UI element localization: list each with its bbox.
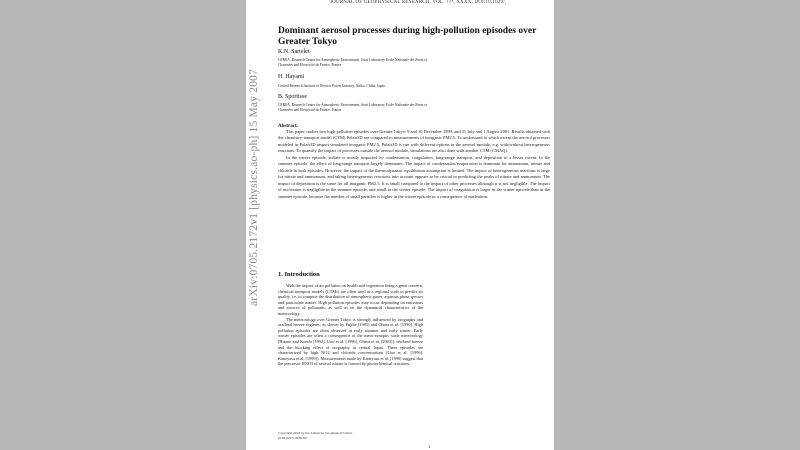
section-heading: 1. Introduction [278,271,320,278]
abstract-paragraph: This paper studies two high-pollution episodes over Greater Tokyo: 9 and 10 December 1999, and 31 July and 1 August 2001. Results obtained with the chemistry-transport model (CTM) Polair3D are compared to measurements of inorganic PM2.5. To understand to which extent the aerosol processes modeled in Polair3D impact simulated inorganic PM2.5, Polair3D is run with different options in the aerosol module, e.g. with/without heterogeneous reactions. To quantify the impact of processes outside the aerosol module, simulations are also done with another CTM (CMAQ). [278,129,550,154]
affiliation-line: Chaussées and Electricité de France, France [278,108,342,112]
affiliation-line: CEREA, Research Center for Atmospheric Environment, Joint Laboratory Ecole Nationale des Ponts et [278,58,427,62]
affiliation-line: Chaussées and Electricité de France, France [278,63,342,67]
title-line-1: Dominant aerosol processes during high-pollution episodes over [278,26,537,36]
affiliation-line: Central Research Institute of Electric Power Industry, Abiko, Chiba, Japan [278,84,385,88]
introduction-body [278,283,423,367]
author-affiliation [278,58,548,68]
abstract-label: Abstract. [278,124,298,129]
author-affiliation [278,84,548,89]
copyright-line: 0148-0227/18/$9.00 [278,435,307,440]
copyright-line: Copyright 2018 by the American Geophysical Union. [278,431,353,435]
author-name: B. Sportisse [278,94,308,100]
title-line-2: Greater Tokyo [278,37,338,47]
affiliation-line: CEREA, Research Center for Atmospheric Environment, Joint Laboratory Ecole Nationale des Ponts et [278,103,427,107]
abstract-body [278,129,550,200]
author-name: H. Hayami [278,74,305,80]
author-name: K.N. Sartelet [278,49,310,55]
intro-paragraph: With the impact of air pollution on health and vegetation being a great concern, chemical transport models (CTMs) are often used at a regional scale to predict air quality, i.e. to compute the distribution of atmospheric gases, aqueous phase species and particulate matter. High pollution episodes may occur depending on emissions and sources of pollutants, as well as on the dynamical characteristics of the meteorology. [278,283,423,316]
page-number: 1 [428,444,431,449]
arxiv-identifier: arXiv:0705.2172v1 [physics.ao-ph] 15 May 2007 [248,68,260,306]
copyright-notice [278,431,353,440]
paper-title [278,26,554,48]
author-affiliation [278,103,548,113]
running-head: JOURNAL OF GEOPHYSICAL RESEARCH, VOL. ???, XXXX, DOI:10.1029/, [330,0,507,5]
abstract-paragraph: In the winter episode, sulfate is mostly impacted by condensation, coagulation, long-range transport, and deposition to a lesser extent. In the summer episode, the effect of long-range transport largely dominates. The impact of condensation/evaporation is dominant for ammonium, nitrate and chloride in both episodes. However, the impact of the thermodynamic equilibrium assumption is limited. The impact of heterogeneous reactions is large for nitrate and ammonium, and taking heterogeneous reactions into account appears to be crucial in predicting the peaks of nitrate and ammonium. The impact of deposition is the same for all inorganic PM2.5. It is small compared to the impact of other processes although it is not negligible. The impact of nucleation is negligible in the summer episode, and small in the winter episode. The impact of coagulation is larger in the winter episode than in the summer episode, because the number of small particles is higher in the winter episode as a consequence of nucleation. [278,154,550,199]
intro-paragraph: The meteorology over Greater Tokyo is strongly influenced by orography and sea/land breeze regimes, as shown by Fujibe [1985] and Ohara et al. [1990]. High pollution episodes are often observed in early summer and early winter. Early winter episodes are often a consequence of the meso-synoptic scale meteorology [Hirano and Kondo [1992], Uno et al. [1996], Ohara et al. [2003]]: sea/land breeze and the blocking effect of orography in central Japan. These episodes are characterized by high NO2 and chloride concentrations (Uno et al. [1996], Kaneyasu et al. [1999]). Measurements made by Kaneyasu et al. [1999] suggest that the precursor HNO3 of aerosol nitrate is formed by photochemical reactions, [278,316,423,367]
